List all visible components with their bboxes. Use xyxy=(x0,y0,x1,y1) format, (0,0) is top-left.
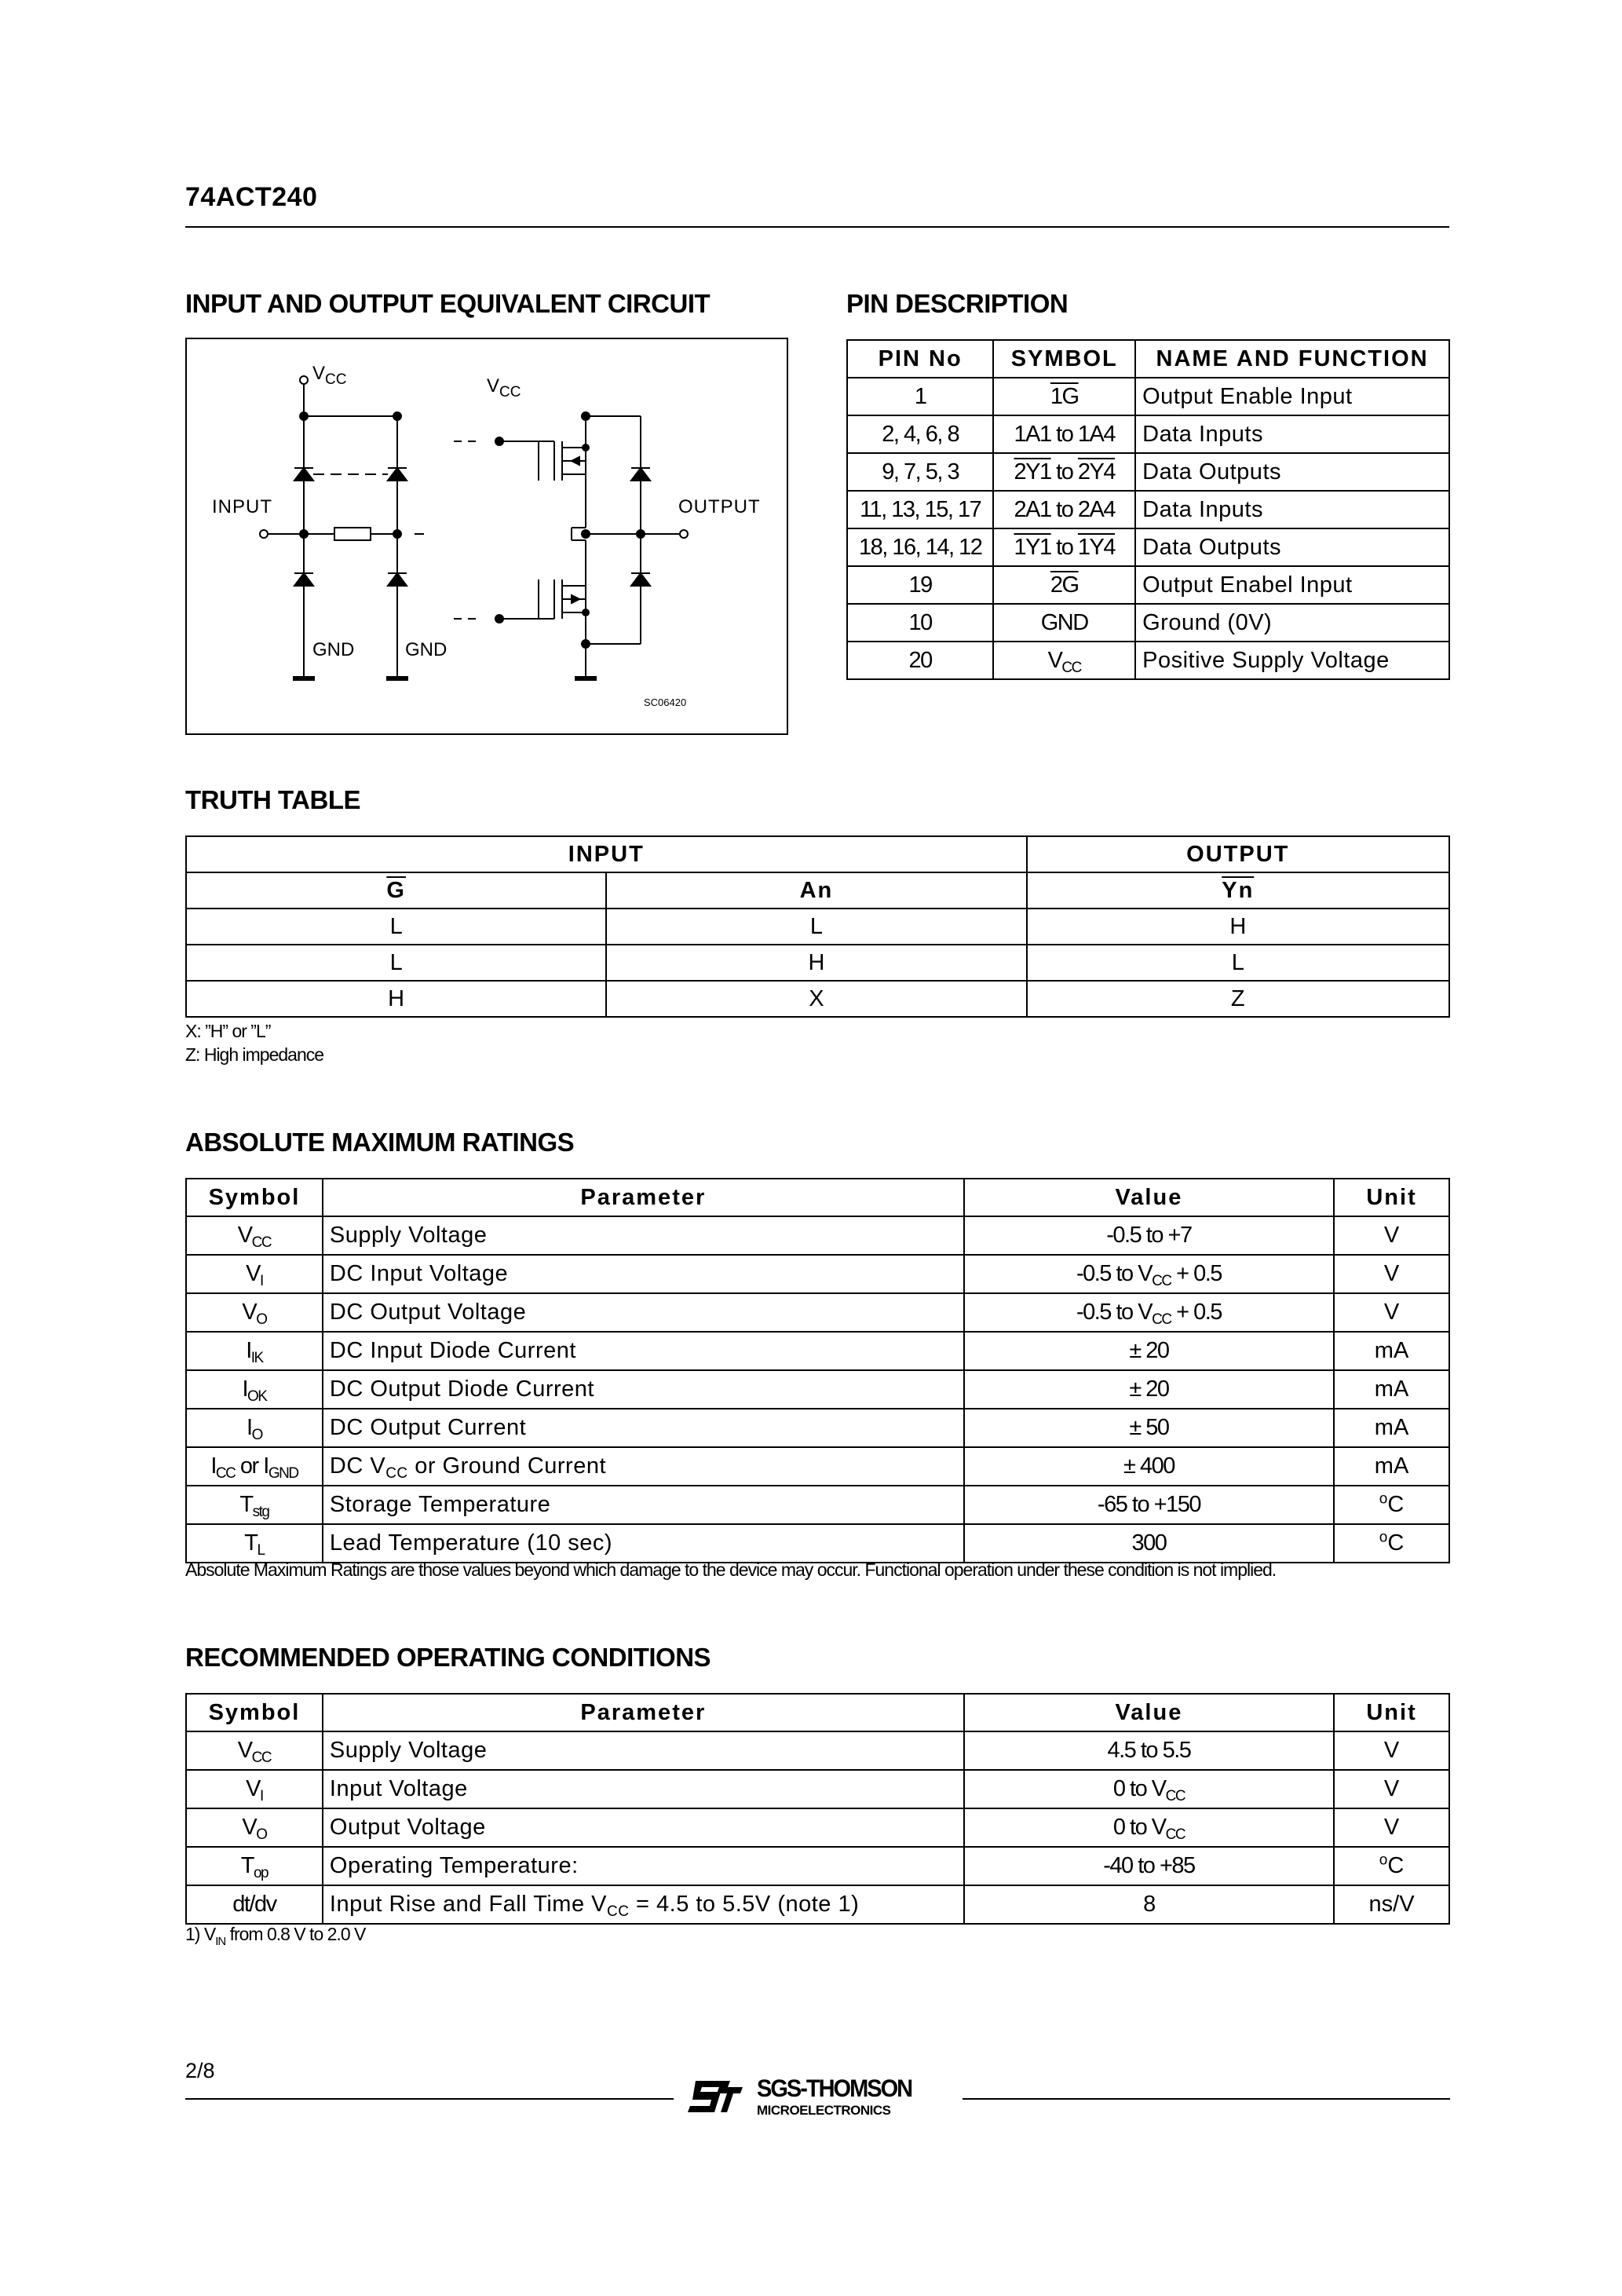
truth-output-group: OUTPUT xyxy=(1027,836,1449,872)
truth-note-x: X: ”H” or ”L” xyxy=(185,1021,271,1041)
circuit-code: SC06420 xyxy=(644,696,687,708)
abs-max-note: Absolute Maximum Ratings are those values beyond which damage to the device may occur. Functional operation under these condition is not implied. xyxy=(185,1559,1277,1580)
table-row: 18, 16, 14, 12 1Y1 to 1Y4 Data Outputs xyxy=(847,528,1449,566)
rec-header-symbol: Symbol xyxy=(186,1694,323,1731)
footer-rule-right xyxy=(963,2098,1450,2100)
rec-op-table xyxy=(185,1693,1450,1925)
rec-op-title: RECOMMENDED OPERATING CONDITIONS xyxy=(185,1643,711,1672)
table-row: $T_{stg}$ Storage Temperature -65 to +150 $^o$C xyxy=(186,1486,1449,1524)
table-row: $V_{CC}$ Supply Voltage -0.5 to +7 V xyxy=(186,1216,1449,1255)
rec-header-parameter: Parameter xyxy=(323,1694,964,1731)
table-row: $V_I$ Input Voltage 0 to $V_{CC}$ V xyxy=(186,1770,1449,1808)
table-row: 20 $V_{CC}$ Positive Supply Voltage xyxy=(847,642,1449,679)
truth-table-title: TRUTH TABLE xyxy=(185,785,361,814)
rec-header-unit: Unit xyxy=(1334,1694,1449,1731)
table-row: 11, 13, 15, 17 2A1 to 2A4 Data Inputs xyxy=(847,491,1449,528)
header-name: NAME AND FUNCTION xyxy=(1135,340,1449,378)
vcc-left-label: $V_{CC}$ xyxy=(312,363,347,388)
abs-header-symbol: Symbol xyxy=(186,1179,323,1216)
table-row: 1 1G Output Enable Input xyxy=(847,378,1449,415)
pin-description-table xyxy=(846,339,1450,680)
company-name: SGS-THOMSON xyxy=(757,2075,912,2103)
abs-max-title: ABSOLUTE MAXIMUM RATINGS xyxy=(185,1128,575,1157)
table-row: 19 2G Output Enabel Input xyxy=(847,566,1449,604)
table-row: 9, 7, 5, 3 2Y1 to 2Y4 Data Outputs xyxy=(847,453,1449,491)
truth-col-g: $\overline{G}$ xyxy=(186,872,606,909)
table-row: H X Z xyxy=(186,981,1449,1017)
gnd-label-1: GND xyxy=(312,639,355,660)
footer-rule-left xyxy=(185,2098,674,2100)
vcc-right-label: $V_{CC}$ xyxy=(487,375,521,400)
abs-max-table xyxy=(185,1178,1450,1563)
truth-table xyxy=(185,835,1450,1018)
st-logo-mark xyxy=(685,2078,744,2115)
table-row: $V_O$ Output Voltage 0 to $V_{CC}$ V xyxy=(186,1808,1449,1847)
pin-description-title: PIN DESCRIPTION xyxy=(846,289,1069,318)
table-row: 2, 4, 6, 8 1A1 to 1A4 Data Inputs xyxy=(847,415,1449,453)
table-row: $I_{CC}$ or $I_{GND}$ DC $V_{CC}$ or Ground Current ± 400 mA xyxy=(186,1447,1449,1486)
truth-input-group: INPUT xyxy=(186,836,1027,872)
table-row: $T_{op}$ Operating Temperature: -40 to +85 $^o$C xyxy=(186,1847,1449,1885)
truth-note-z: Z: High impedance xyxy=(185,1044,324,1065)
header-symbol: SYMBOL xyxy=(993,340,1135,378)
circuit-diagram xyxy=(187,339,787,733)
gnd-label-2: GND xyxy=(405,639,448,660)
st-logo-icon xyxy=(685,2078,744,2115)
abs-header-value: Value xyxy=(964,1179,1334,1216)
input-label: INPUT xyxy=(212,496,272,517)
equivalent-circuit xyxy=(185,338,788,735)
table-row: L L H xyxy=(186,909,1449,945)
page-number: 2/8 xyxy=(185,2059,215,2082)
header-rule xyxy=(185,226,1449,228)
table-row: 10 GND Ground (0V) xyxy=(847,604,1449,642)
abs-header-parameter: Parameter xyxy=(323,1179,964,1216)
table-row: $I_{OK}$ DC Output Diode Current ± 20 mA xyxy=(186,1370,1449,1409)
rec-header-value: Value xyxy=(964,1694,1334,1731)
table-row: L H L xyxy=(186,945,1449,981)
rec-op-note: 1) $V_{IN}$ from 0.8 V to 2.0 V xyxy=(185,1924,366,1948)
truth-col-yn: $\overline{Yn}$ xyxy=(1027,872,1449,909)
table-row: $V_I$ DC Input Voltage -0.5 to $V_{CC} + 0.5$ V xyxy=(186,1255,1449,1293)
part-number-title: 74ACT240 xyxy=(185,182,318,212)
table-row: $I_O$ DC Output Current ± 50 mA xyxy=(186,1409,1449,1447)
truth-col-an: An xyxy=(606,872,1026,909)
table-row: $T_L$ Lead Temperature (10 sec) 300 $^o$C xyxy=(186,1524,1449,1563)
table-row: dt/dv Input Rise and Fall Time $V_{CC} = 4.5$ to 5.5V (note 1) 8 ns/V xyxy=(186,1885,1449,1924)
table-row: $V_{CC}$ Supply Voltage 4.5 to 5.5 V xyxy=(186,1731,1449,1770)
circuit-section-title: INPUT AND OUTPUT EQUIVALENT CIRCUIT xyxy=(185,289,711,318)
table-row: $V_O$ DC Output Voltage -0.5 to $V_{CC} + 0.5$ V xyxy=(186,1293,1449,1332)
table-row: $I_{IK}$ DC Input Diode Current ± 20 mA xyxy=(186,1332,1449,1370)
output-label: OUTPUT xyxy=(678,496,761,517)
header-pin: PIN No xyxy=(847,340,993,378)
abs-header-unit: Unit xyxy=(1334,1179,1449,1216)
company-division: MICROELECTRONICS xyxy=(757,2103,891,2118)
